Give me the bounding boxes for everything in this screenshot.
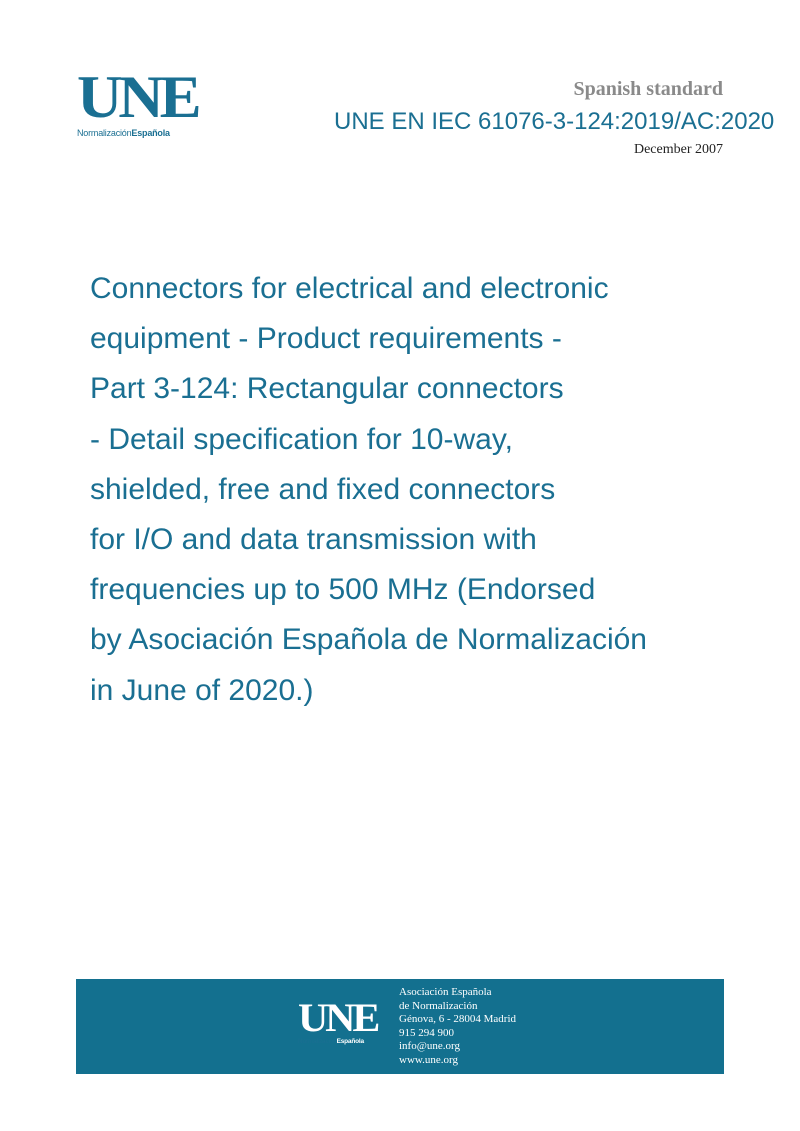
title-line: frequencies up to 500 MHz (Endorsed [90,573,596,607]
standard-code: UNE EN IEC 61076-3-124:2019/AC:2020 [334,108,775,135]
une-logo [77,64,198,138]
standard-date: December 2007 [633,142,723,157]
title-line: - Detail specification for 10-way, [90,422,513,456]
footer-logo-sub-light: Normalización [298,1038,337,1045]
title-line: Part 3-124: Rectangular connectors [90,372,564,406]
title-line: equipment - Product requirements - [90,322,562,356]
footer-org-line2: de Normalización [399,999,478,1012]
une-logo-sub-bold: Española [131,128,170,138]
title-line: in June of 2020.) [90,673,314,707]
une-logo-sub-light: Normalización [77,128,132,138]
title-line: shielded, free and fixed connectors [90,472,556,506]
footer-contact-info [399,986,516,1068]
title-line: by Asociación Española de Normalización [90,623,647,657]
footer-phone: 915 294 900 [399,1026,454,1039]
footer-org-line1: Asociación Española [399,986,492,998]
title-line: Connectors for electrical and electronic [90,272,609,305]
standard-kind: Spanish standard [573,78,723,100]
document-title [90,264,730,716]
footer-email-link[interactable]: info@une.org [399,1040,460,1053]
footer-address: Génova, 6 - 28004 Madrid [399,1013,517,1026]
footer-une-logo-mark: UNE [298,995,378,1040]
une-logo-mark: UNE [77,64,198,130]
title-line: for I/O and data transmission with [90,523,537,557]
footer-une-logo [298,995,388,1045]
footer-website-link[interactable]: www.une.org [399,1053,458,1066]
footer-band [76,979,724,1074]
footer-logo-sub-bold: Española [336,1038,364,1045]
